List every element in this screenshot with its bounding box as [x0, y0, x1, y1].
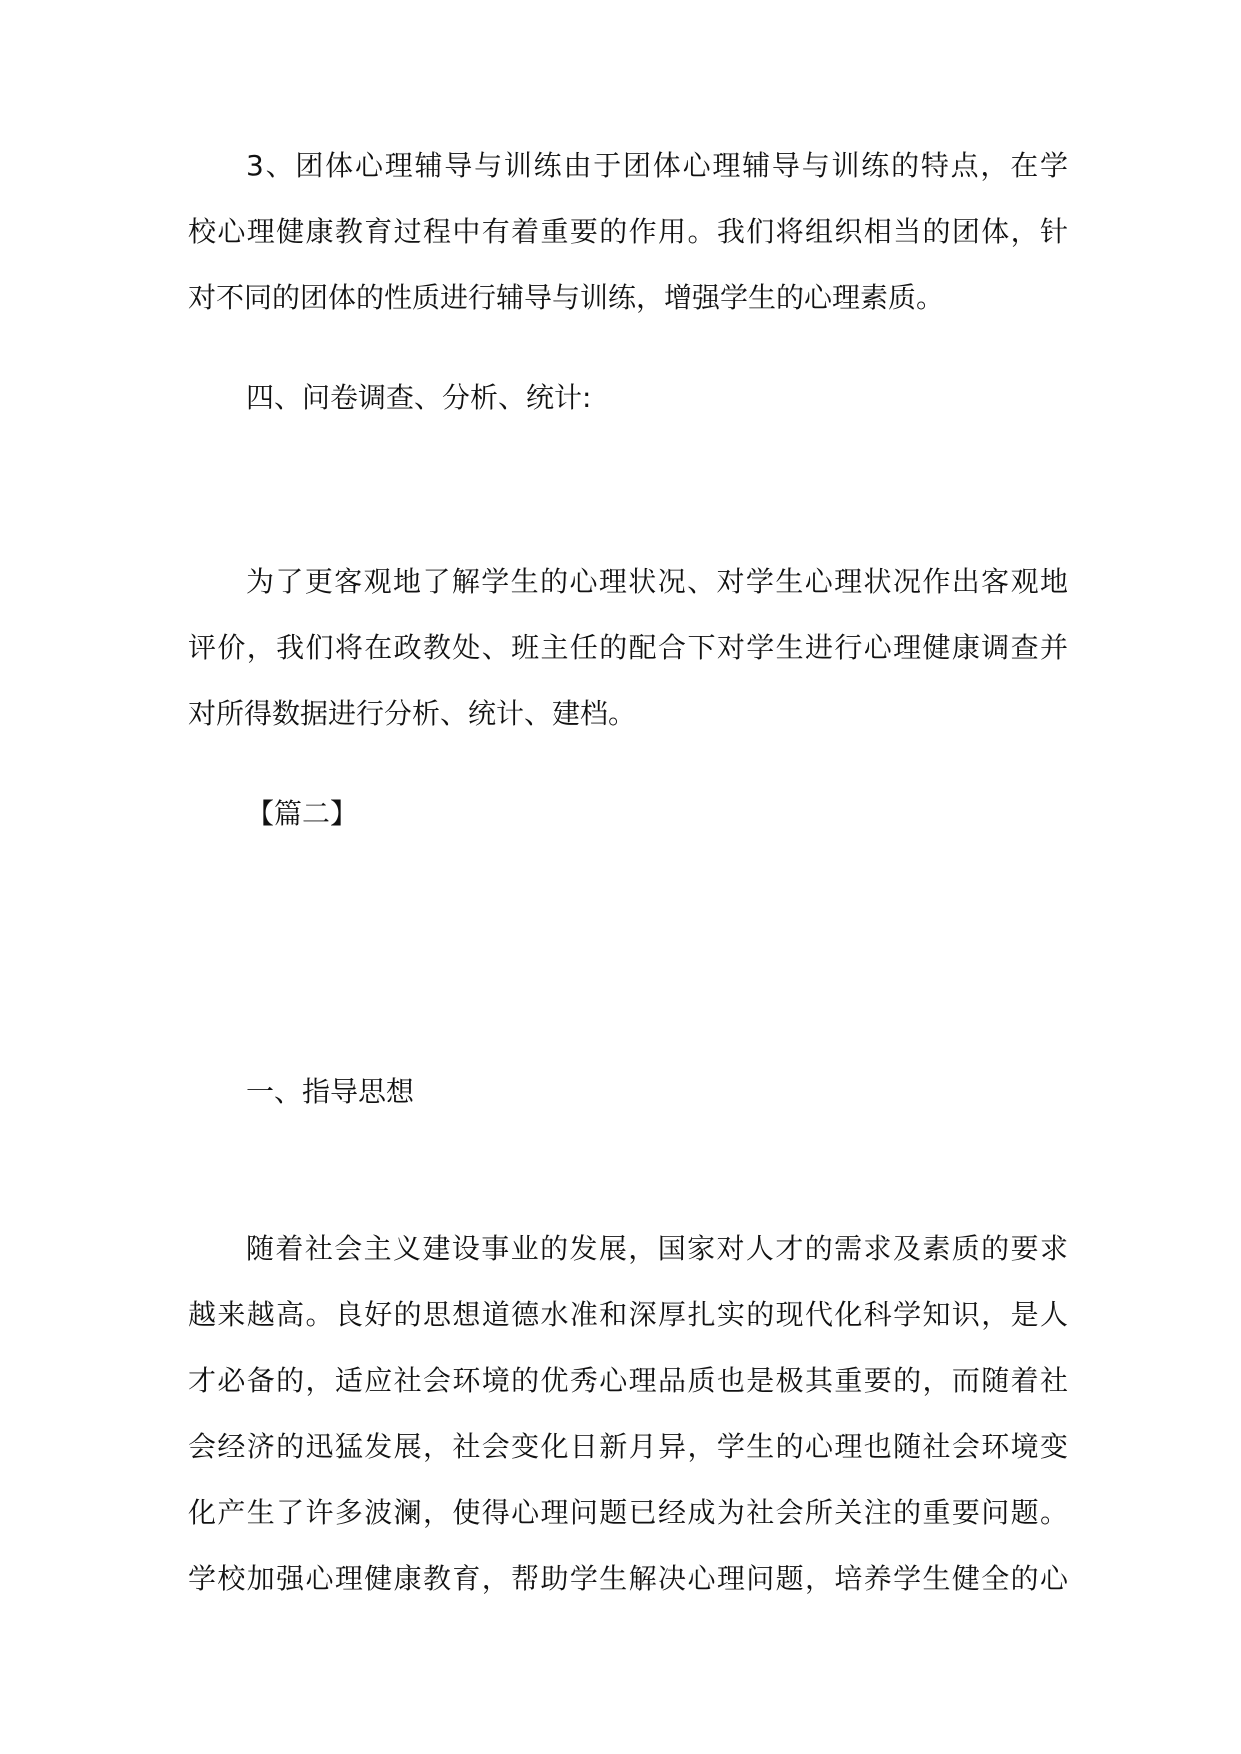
text-line: 会经济的迅猛发展，社会变化日新月异，学生的心理也随社会环境变 [188, 1430, 1068, 1463]
heading-survey [188, 365, 1068, 431]
text-line: 对不同的团体的性质进行辅导与训练，增强学生的心理素质。 [188, 281, 945, 314]
text-line: 化产生了许多波澜，使得心理问题已经成为社会所关注的重要问题。 [188, 1496, 1068, 1529]
text-line: 为了更客观地了解学生的心理状况、对学生心理状况作出客观地 [246, 565, 1068, 598]
paragraph-guiding-ideology [188, 1216, 1068, 1612]
heading-part-two [188, 781, 1068, 847]
text-line: 评价，我们将在政教处、班主任的配合下对学生进行心理健康调查并 [188, 631, 1068, 664]
text-line: 对所得数据进行分析、统计、建档。 [188, 697, 637, 730]
text-line: 校心理健康教育过程中有着重要的作用。我们将组织相当的团体，针 [188, 215, 1068, 248]
text-line: 才必备的，适应社会环境的优秀心理品质也是极其重要的，而随着社 [188, 1364, 1068, 1397]
paragraph-group-counseling [188, 133, 1068, 331]
section-heading: 四、问卷调查、分析、统计: [246, 381, 592, 414]
text-line: 越来越高。良好的思想道德水准和深厚扎实的现代化科学知识，是人 [188, 1298, 1068, 1331]
text-line: 随着社会主义建设事业的发展，国家对人才的需求及素质的要求 [246, 1232, 1068, 1265]
text-line: 学校加强心理健康教育，帮助学生解决心理问题，培养学生健全的心 [188, 1562, 1068, 1595]
part-heading: 【篇二】 [246, 797, 359, 830]
heading-guiding-ideology [188, 1059, 1068, 1125]
paragraph-survey [188, 549, 1068, 747]
text-line: 3、团体心理辅导与训练由于团体心理辅导与训练的特点，在学 [246, 149, 1068, 182]
section-heading: 一、指导思想 [246, 1075, 415, 1108]
